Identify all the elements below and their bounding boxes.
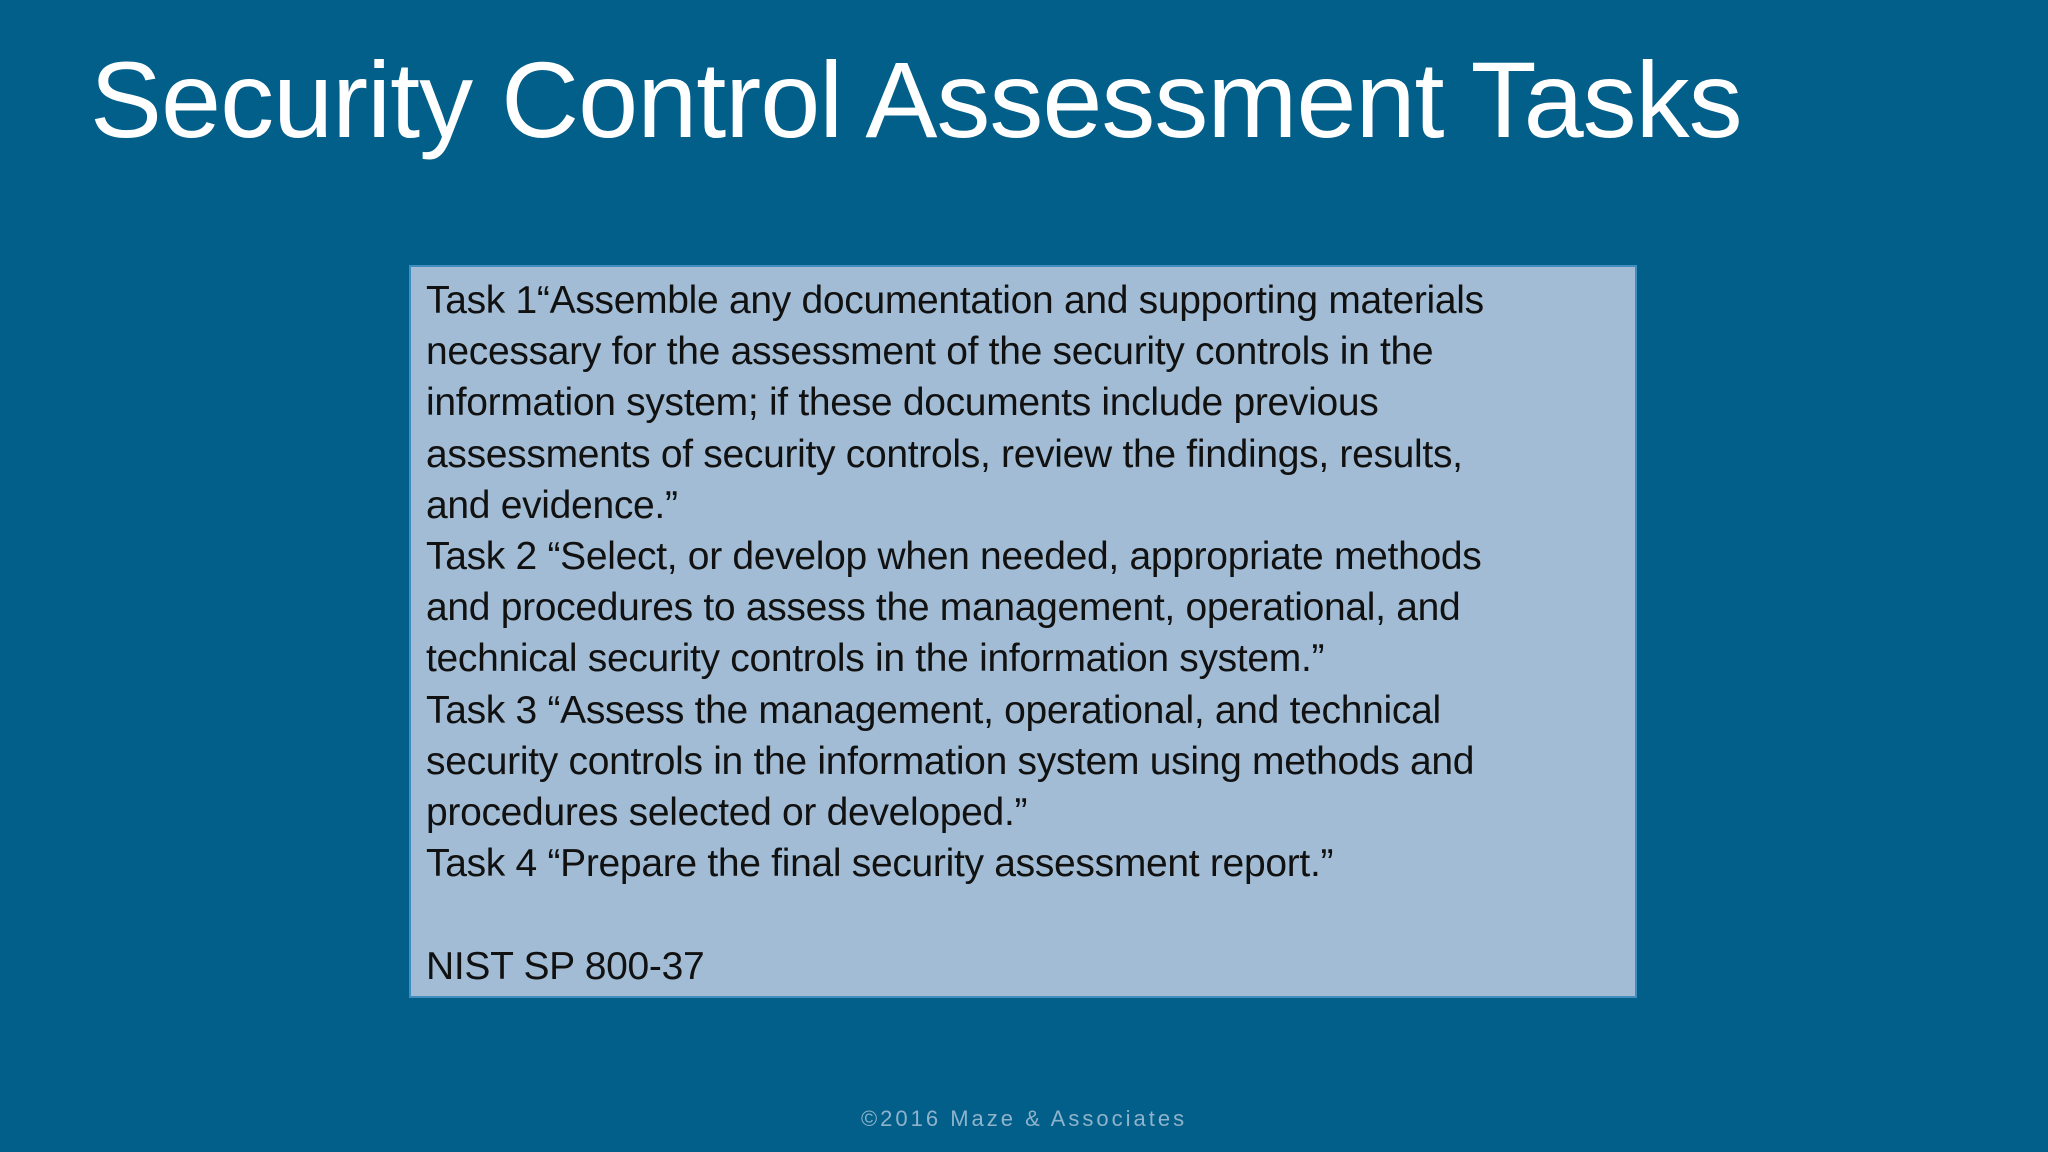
task-3-line-3: procedures selected or developed.” bbox=[426, 791, 1028, 835]
task-2-line-1: Task 2 “Select, or develop when needed, appropriate methods bbox=[426, 535, 1482, 579]
task-3-line-1: Task 3 “Assess the management, operational, and technical bbox=[426, 688, 1441, 732]
task-2-line-3: technical security controls in the information system.” bbox=[426, 637, 1325, 681]
blank-line bbox=[426, 889, 1621, 940]
task-1-line-5: and evidence.” bbox=[426, 483, 678, 527]
task-3-line-2: security controls in the information system using methods and bbox=[426, 739, 1475, 783]
slide-title: Security Control Assessment Tasks bbox=[90, 39, 1742, 160]
task-1-line-3: information system; if these documents include previous bbox=[426, 381, 1379, 425]
task-1-line-4: assessments of security controls, review the findings, results, bbox=[426, 432, 1463, 476]
task-1-line-1: Task 1“Assemble any documentation and supporting materials bbox=[426, 279, 1484, 322]
copyright-footer: ©2016 Maze & Associates bbox=[860, 1106, 1188, 1131]
task-content-box bbox=[409, 265, 1637, 998]
task-4-line-1: Task 4 “Prepare the final security assessment report.” bbox=[426, 842, 1334, 886]
task-2-line-2: and procedures to assess the management, operational, and bbox=[426, 586, 1461, 630]
task-1-line-2: necessary for the assessment of the security controls in the bbox=[426, 330, 1434, 374]
source-citation: NIST SP 800-37 bbox=[426, 944, 705, 988]
